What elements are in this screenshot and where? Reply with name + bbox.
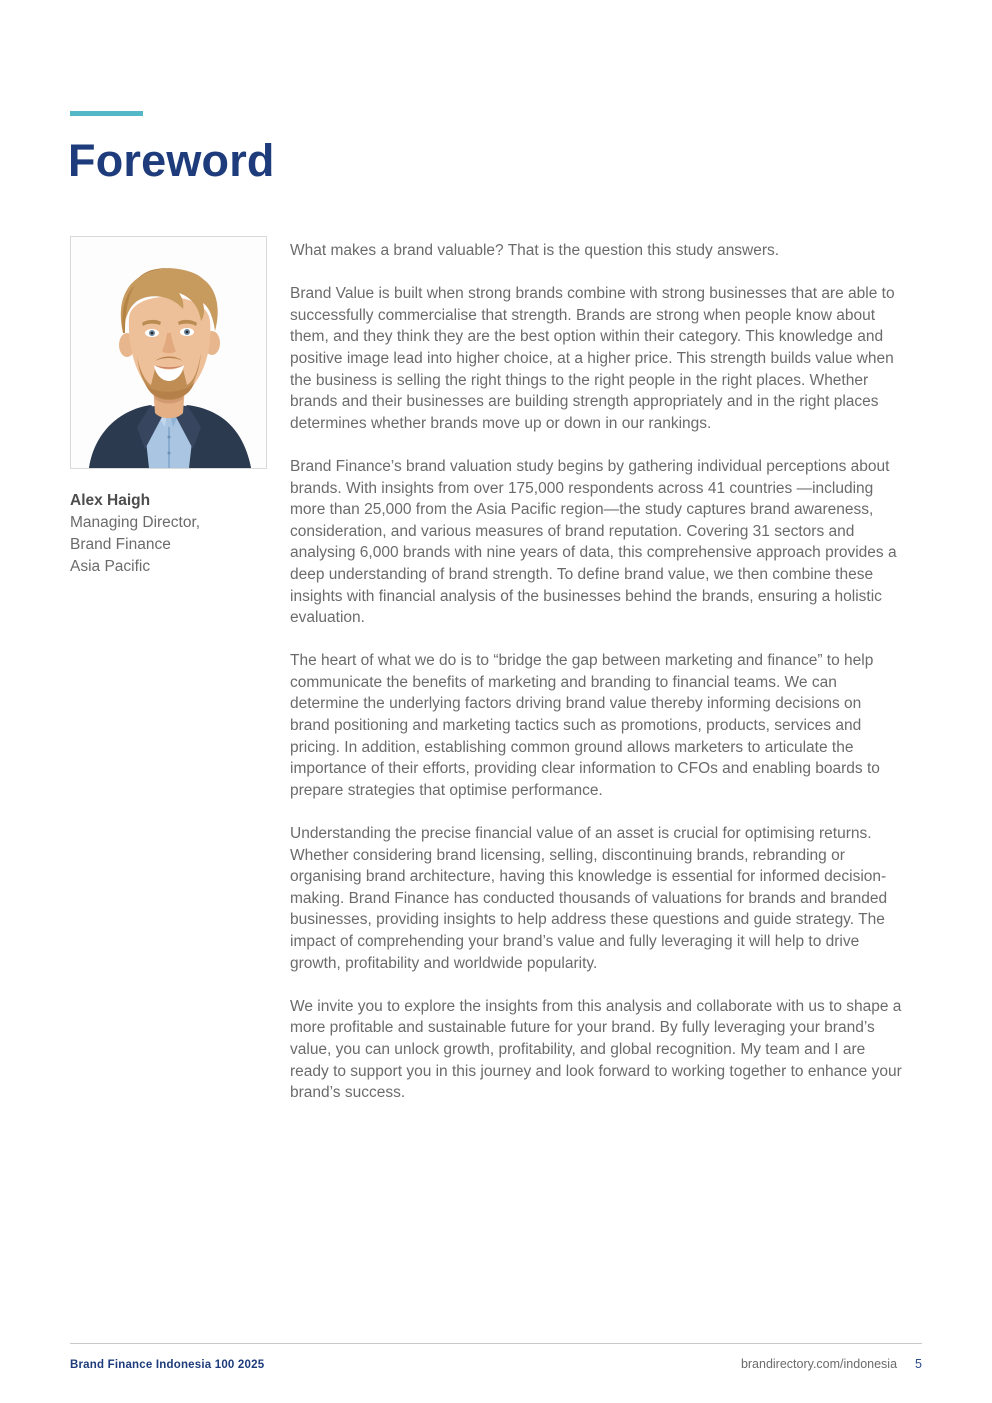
author-role-line: Asia Pacific	[70, 558, 151, 575]
author-role-line: Brand Finance	[70, 536, 171, 553]
portrait-image	[71, 237, 266, 468]
body-paragraph: Understanding the precise financial value of an asset is crucial for optimising returns. Whether considering brand licensing, selling, discontinuing brands, rebranding or organising brand architecture, having this knowledge is essential for informed decision-making. Brand Finance has conducted thousands of valuations for brands and branded businesses, providing insights to help address these questions and guide strategy. The impact of comprehending your brand’s value and fully leveraging it will help to drive growth, profitability and worldwide popularity.	[290, 825, 888, 972]
page-number: 5	[915, 1357, 922, 1371]
accent-bar	[70, 111, 143, 116]
footer-url: brandirectory.com/indonesia	[740, 1357, 898, 1371]
body-paragraph: We invite you to explore the insights from this analysis and collaborate with us to shape a more profitable and sustainable future for your brand. By fully leveraging your brand’s value, you can unlock growth, profitability, and global recognition. My team and I are ready to support you in this journey and look forward to working together to enhance your brand’s success.	[290, 997, 902, 1102]
foreword-body	[290, 240, 904, 1104]
author-name: Alex Haigh	[70, 492, 151, 509]
author-caption	[70, 490, 267, 578]
body-paragraph: Brand Value is built when strong brands combine with strong businesses that are able to successfully commercialise that strength. Brands are strong when people know about them, and they think they are the best option within their category. This knowledge and positive image lead into higher choice, at a higher price. This strength builds value when the business is selling the right things to the right people in the right places. Whether brands and their businesses are building strength appropriately and in the right places determines whether brands move up or down in our rankings.	[290, 285, 895, 432]
page-title: Foreword	[68, 135, 275, 186]
body-paragraph: Brand Finance’s brand valuation study begins by gathering individual perceptions about brands. With insights from over 175,000 respondents across 41 countries —including more than 25,000 from the Asia Pacific region—the study captures brand awareness, consideration, and various measures of brand reputation. Covering 31 sectors and analysing 6,000 brands with nine years of data, this comprehensive approach provides a deep understanding of brand strength. To define brand value, we then combine these insights with financial analysis of the businesses behind the brands, ensuring a holistic evaluation.	[290, 457, 897, 627]
footer-report-title: Brand Finance Indonesia 100 2025	[70, 1359, 265, 1371]
author-photo	[70, 236, 267, 469]
page-footer	[70, 1343, 922, 1371]
author-column	[70, 236, 267, 578]
body-paragraph: What makes a brand valuable? That is the question this study answers.	[290, 242, 780, 259]
author-role-line: Managing Director,	[70, 514, 201, 531]
footer-right-group	[741, 1357, 922, 1371]
body-paragraph: The heart of what we do is to “bridge the gap between marketing and finance” to help communicate the benefits of marketing and branding to financial teams. We can determine the underlying factors driving brand value thereby informing decisions on brand positioning and marketing tactics such as promotions, products, services and pricing. In addition, establishing common ground allows marketers to articulate the importance of their efforts, providing clear information to CFOs and enabling boards to prepare strategies that optimise performance.	[290, 652, 880, 799]
